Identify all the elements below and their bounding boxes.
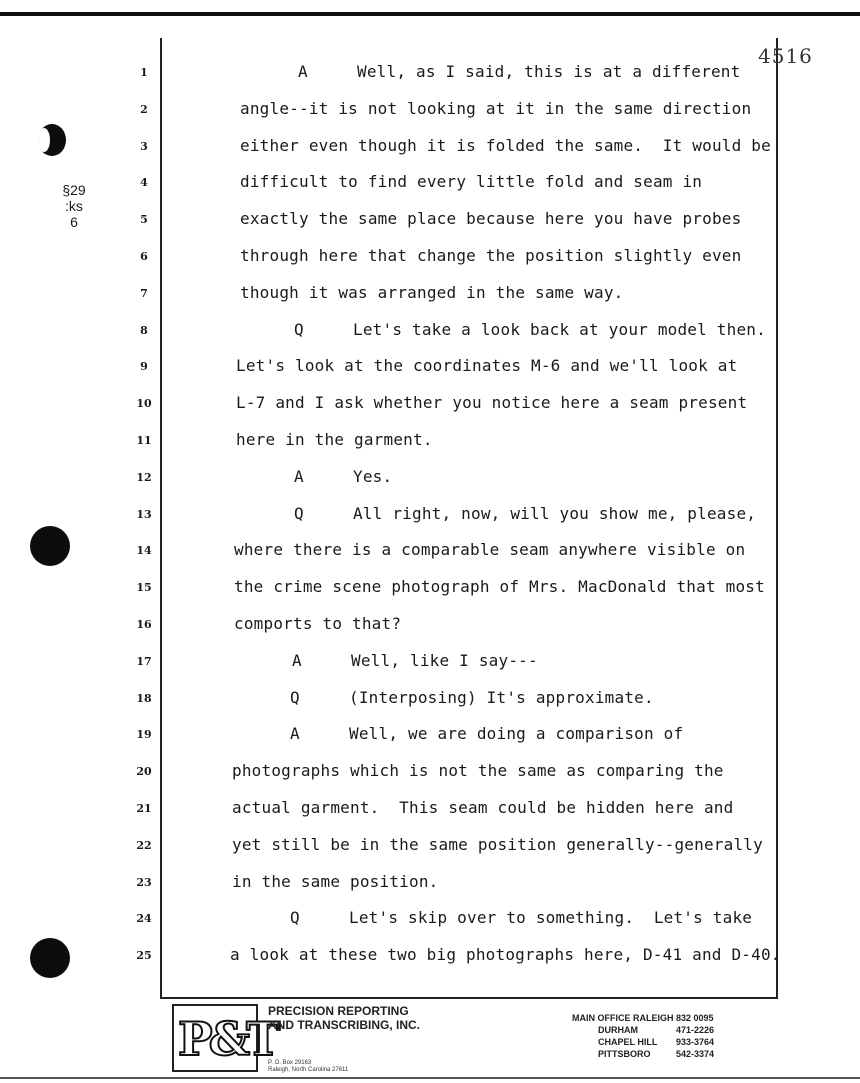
bottom-rule bbox=[0, 1077, 860, 1079]
top-rule bbox=[0, 12, 860, 16]
office-list bbox=[572, 1012, 714, 1060]
line-number: 24 bbox=[136, 912, 152, 926]
transcript-line: comports to that? bbox=[234, 614, 402, 633]
transcript-line: A Well, as I said, this is at a different bbox=[298, 62, 741, 81]
transcript-line: a look at these two big photographs here, D-41 and D-40. bbox=[230, 945, 781, 965]
line-number: 2 bbox=[140, 102, 148, 116]
office-row bbox=[572, 1024, 714, 1036]
transcript-line: yet still be in the same position generally--generally bbox=[232, 834, 763, 854]
office-city: DURHAM bbox=[598, 1025, 638, 1035]
line-number: 17 bbox=[136, 654, 152, 668]
transcript-line: actual garment. This seam could be hidden here and bbox=[232, 798, 734, 817]
line-number: 21 bbox=[136, 802, 152, 815]
line-number: 1 bbox=[140, 66, 148, 79]
company-address bbox=[268, 1060, 348, 1074]
office-phone: 471-2226 bbox=[676, 1025, 715, 1035]
address-line1: P. O. Box 29163 bbox=[268, 1060, 312, 1066]
transcript-line: exactly the same place because here you have probes bbox=[240, 209, 742, 229]
address-line2: Raleigh, North Carolina 27611 bbox=[268, 1067, 349, 1073]
side-note bbox=[56, 182, 92, 230]
company-name bbox=[268, 1004, 420, 1032]
line-number: 14 bbox=[136, 544, 152, 558]
transcript-line: Q (Interposing) It's approximate. bbox=[290, 687, 654, 707]
company-logo bbox=[172, 1004, 277, 1072]
office-city: MAIN OFFICE RALEIGH bbox=[572, 1013, 674, 1023]
bottom-margin-line bbox=[160, 997, 778, 999]
side-note-line: :ks bbox=[65, 198, 83, 214]
office-row bbox=[572, 1036, 714, 1048]
company-name-line2: AND TRANSCRIBING, INC. bbox=[268, 1018, 420, 1032]
page-number: 4516 bbox=[758, 44, 813, 68]
transcript-line: where there is a comparable seam anywhere visible on bbox=[234, 540, 746, 560]
line-number: 3 bbox=[140, 139, 148, 153]
line-number: 20 bbox=[136, 765, 152, 779]
transcript-line: difficult to find every little fold and seam in bbox=[240, 172, 703, 192]
office-row bbox=[572, 1012, 714, 1024]
transcript-line: Q Let's take a look back at your model then. bbox=[294, 319, 766, 339]
line-number: 13 bbox=[136, 507, 152, 521]
transcript-line: though it was arranged in the same way. bbox=[240, 282, 624, 302]
transcript-line: L-7 and I ask whether you notice here a seam present bbox=[236, 393, 748, 413]
line-number: 25 bbox=[136, 949, 152, 963]
line-number: 18 bbox=[136, 691, 152, 705]
transcript-line: Let's look at the coordinates M-6 and we'll look at bbox=[236, 356, 738, 376]
line-number: 23 bbox=[136, 875, 152, 889]
side-note-line: §29 bbox=[62, 182, 86, 198]
office-phone: 933-3764 bbox=[676, 1037, 715, 1047]
company-name-line1: PRECISION REPORTING bbox=[268, 1004, 409, 1018]
line-number: 22 bbox=[136, 838, 152, 852]
punch-hole-top bbox=[38, 124, 66, 156]
office-city: PITTSBORO bbox=[598, 1049, 651, 1059]
transcript-line: the crime scene photograph of Mrs. MacDonald that most bbox=[234, 577, 765, 597]
line-number: 12 bbox=[136, 470, 152, 484]
transcript-line: A Well, we are doing a comparison of bbox=[290, 724, 684, 744]
logo-text: P&T bbox=[178, 1012, 277, 1066]
transcript-line: in the same position. bbox=[232, 871, 439, 891]
transcript-line: Q Let's skip over to something. Let's take bbox=[290, 908, 753, 928]
line-number: 4 bbox=[140, 176, 148, 190]
transcript-line: here in the garment. bbox=[236, 430, 433, 449]
line-number: 10 bbox=[136, 397, 152, 411]
line-number: 11 bbox=[136, 434, 152, 447]
transcript-line: through here that change the position slightly even bbox=[240, 246, 742, 265]
office-city: CHAPEL HILL bbox=[598, 1037, 658, 1047]
line-number: 6 bbox=[140, 250, 148, 263]
line-number: 9 bbox=[140, 360, 148, 374]
transcript-line: Q All right, now, will you show me, please, bbox=[294, 503, 757, 523]
line-number: 19 bbox=[136, 728, 152, 742]
office-row bbox=[572, 1048, 714, 1060]
transcript-line: either even though it is folded the same. It would be bbox=[240, 135, 771, 155]
side-note-line: 6 bbox=[70, 214, 78, 230]
punch-hole-middle bbox=[30, 526, 70, 566]
right-margin-line bbox=[776, 38, 778, 998]
transcript-line: A Yes. bbox=[294, 466, 393, 486]
transcript-line: angle--it is not looking at it in the same direction bbox=[240, 98, 752, 118]
line-number: 15 bbox=[136, 581, 152, 595]
line-number: 5 bbox=[140, 213, 148, 227]
left-margin-line bbox=[160, 38, 162, 998]
line-number: 16 bbox=[136, 618, 152, 631]
punch-hole-bottom bbox=[30, 938, 70, 978]
line-number: 7 bbox=[140, 286, 148, 300]
transcript-line: A Well, like I say--- bbox=[292, 650, 538, 670]
office-phone: 832 0095 bbox=[676, 1013, 714, 1023]
office-phone: 542-3374 bbox=[676, 1049, 715, 1059]
transcript-line: photographs which is not the same as comparing the bbox=[232, 761, 724, 781]
line-number: 8 bbox=[140, 323, 148, 337]
